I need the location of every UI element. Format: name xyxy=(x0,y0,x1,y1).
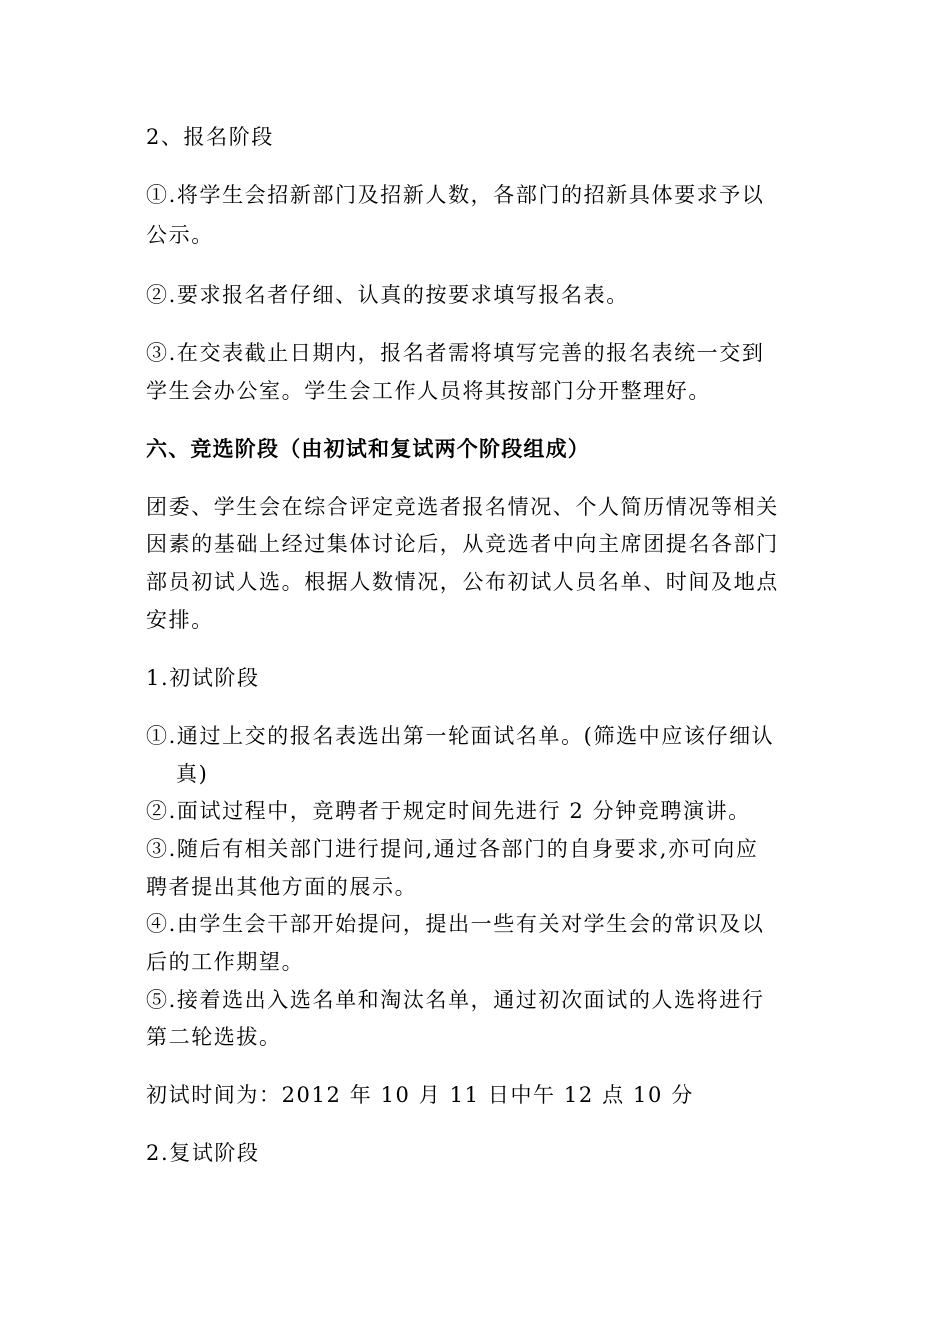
list-item: ②.面试过程中，竞聘者于规定时间先进行 2 分钟竞聘演讲。 xyxy=(146,799,751,823)
list-item: ⑤.接着选出入选名单和淘汰名单，通过初次面试的人选将进行 xyxy=(146,988,765,1012)
paragraph-line: 团委、学生会在综合评定竞选者报名情况、个人简历情况等相关 xyxy=(146,495,779,519)
list-item-continuation: 后的工作期望。 xyxy=(146,950,305,974)
list-item-continuation: 第二轮选拔。 xyxy=(146,1025,282,1049)
paragraph-line: 因素的基础上经过集体讨论后，从竞选者中向主席团提名各部门 xyxy=(146,532,779,556)
list-item-continuation: 聘者提出其他方面的展示。 xyxy=(146,875,418,899)
paragraph-line: ③.在交表截止日期内，报名者需将填写完善的报名表统一交到 xyxy=(146,341,765,365)
paragraph-line: ①.将学生会招新部门及招新人数，各部门的招新具体要求予以 xyxy=(146,183,765,207)
list-item: ④.由学生会干部开始提问，提出一些有关对学生会的常识及以 xyxy=(146,912,765,936)
section-heading-registration: 2、报名阶段 xyxy=(146,125,274,149)
paragraph-line: 公示。 xyxy=(146,223,214,247)
list-item: ③.随后有相关部门进行提问,通过各部门的自身要求,亦可向应 xyxy=(146,837,759,861)
paragraph-line: 部员初试人选。根据人数情况，公布初试人员名单、时间及地点 xyxy=(146,570,779,594)
paragraph-line: 学生会办公室。学生会工作人员将其按部门分开整理好。 xyxy=(146,379,711,403)
subsection-heading-preliminary: 1.初试阶段 xyxy=(146,666,260,690)
paragraph-line: 安排。 xyxy=(146,608,214,632)
subsection-heading-final: 2.复试阶段 xyxy=(146,1141,260,1165)
list-item: ①.通过上交的报名表选出第一轮面试名单。(筛选中应该仔细认 xyxy=(146,724,775,748)
section-heading-election: 六、竞选阶段（由初试和复试两个阶段组成） xyxy=(146,437,590,461)
paragraph-line: ②.要求报名者仔细、认真的按要求填写报名表。 xyxy=(146,283,629,307)
list-item-continuation: 真) xyxy=(176,762,209,786)
preliminary-time: 初试时间为：2012 年 10 月 11 日中午 12 点 10 分 xyxy=(146,1083,694,1107)
